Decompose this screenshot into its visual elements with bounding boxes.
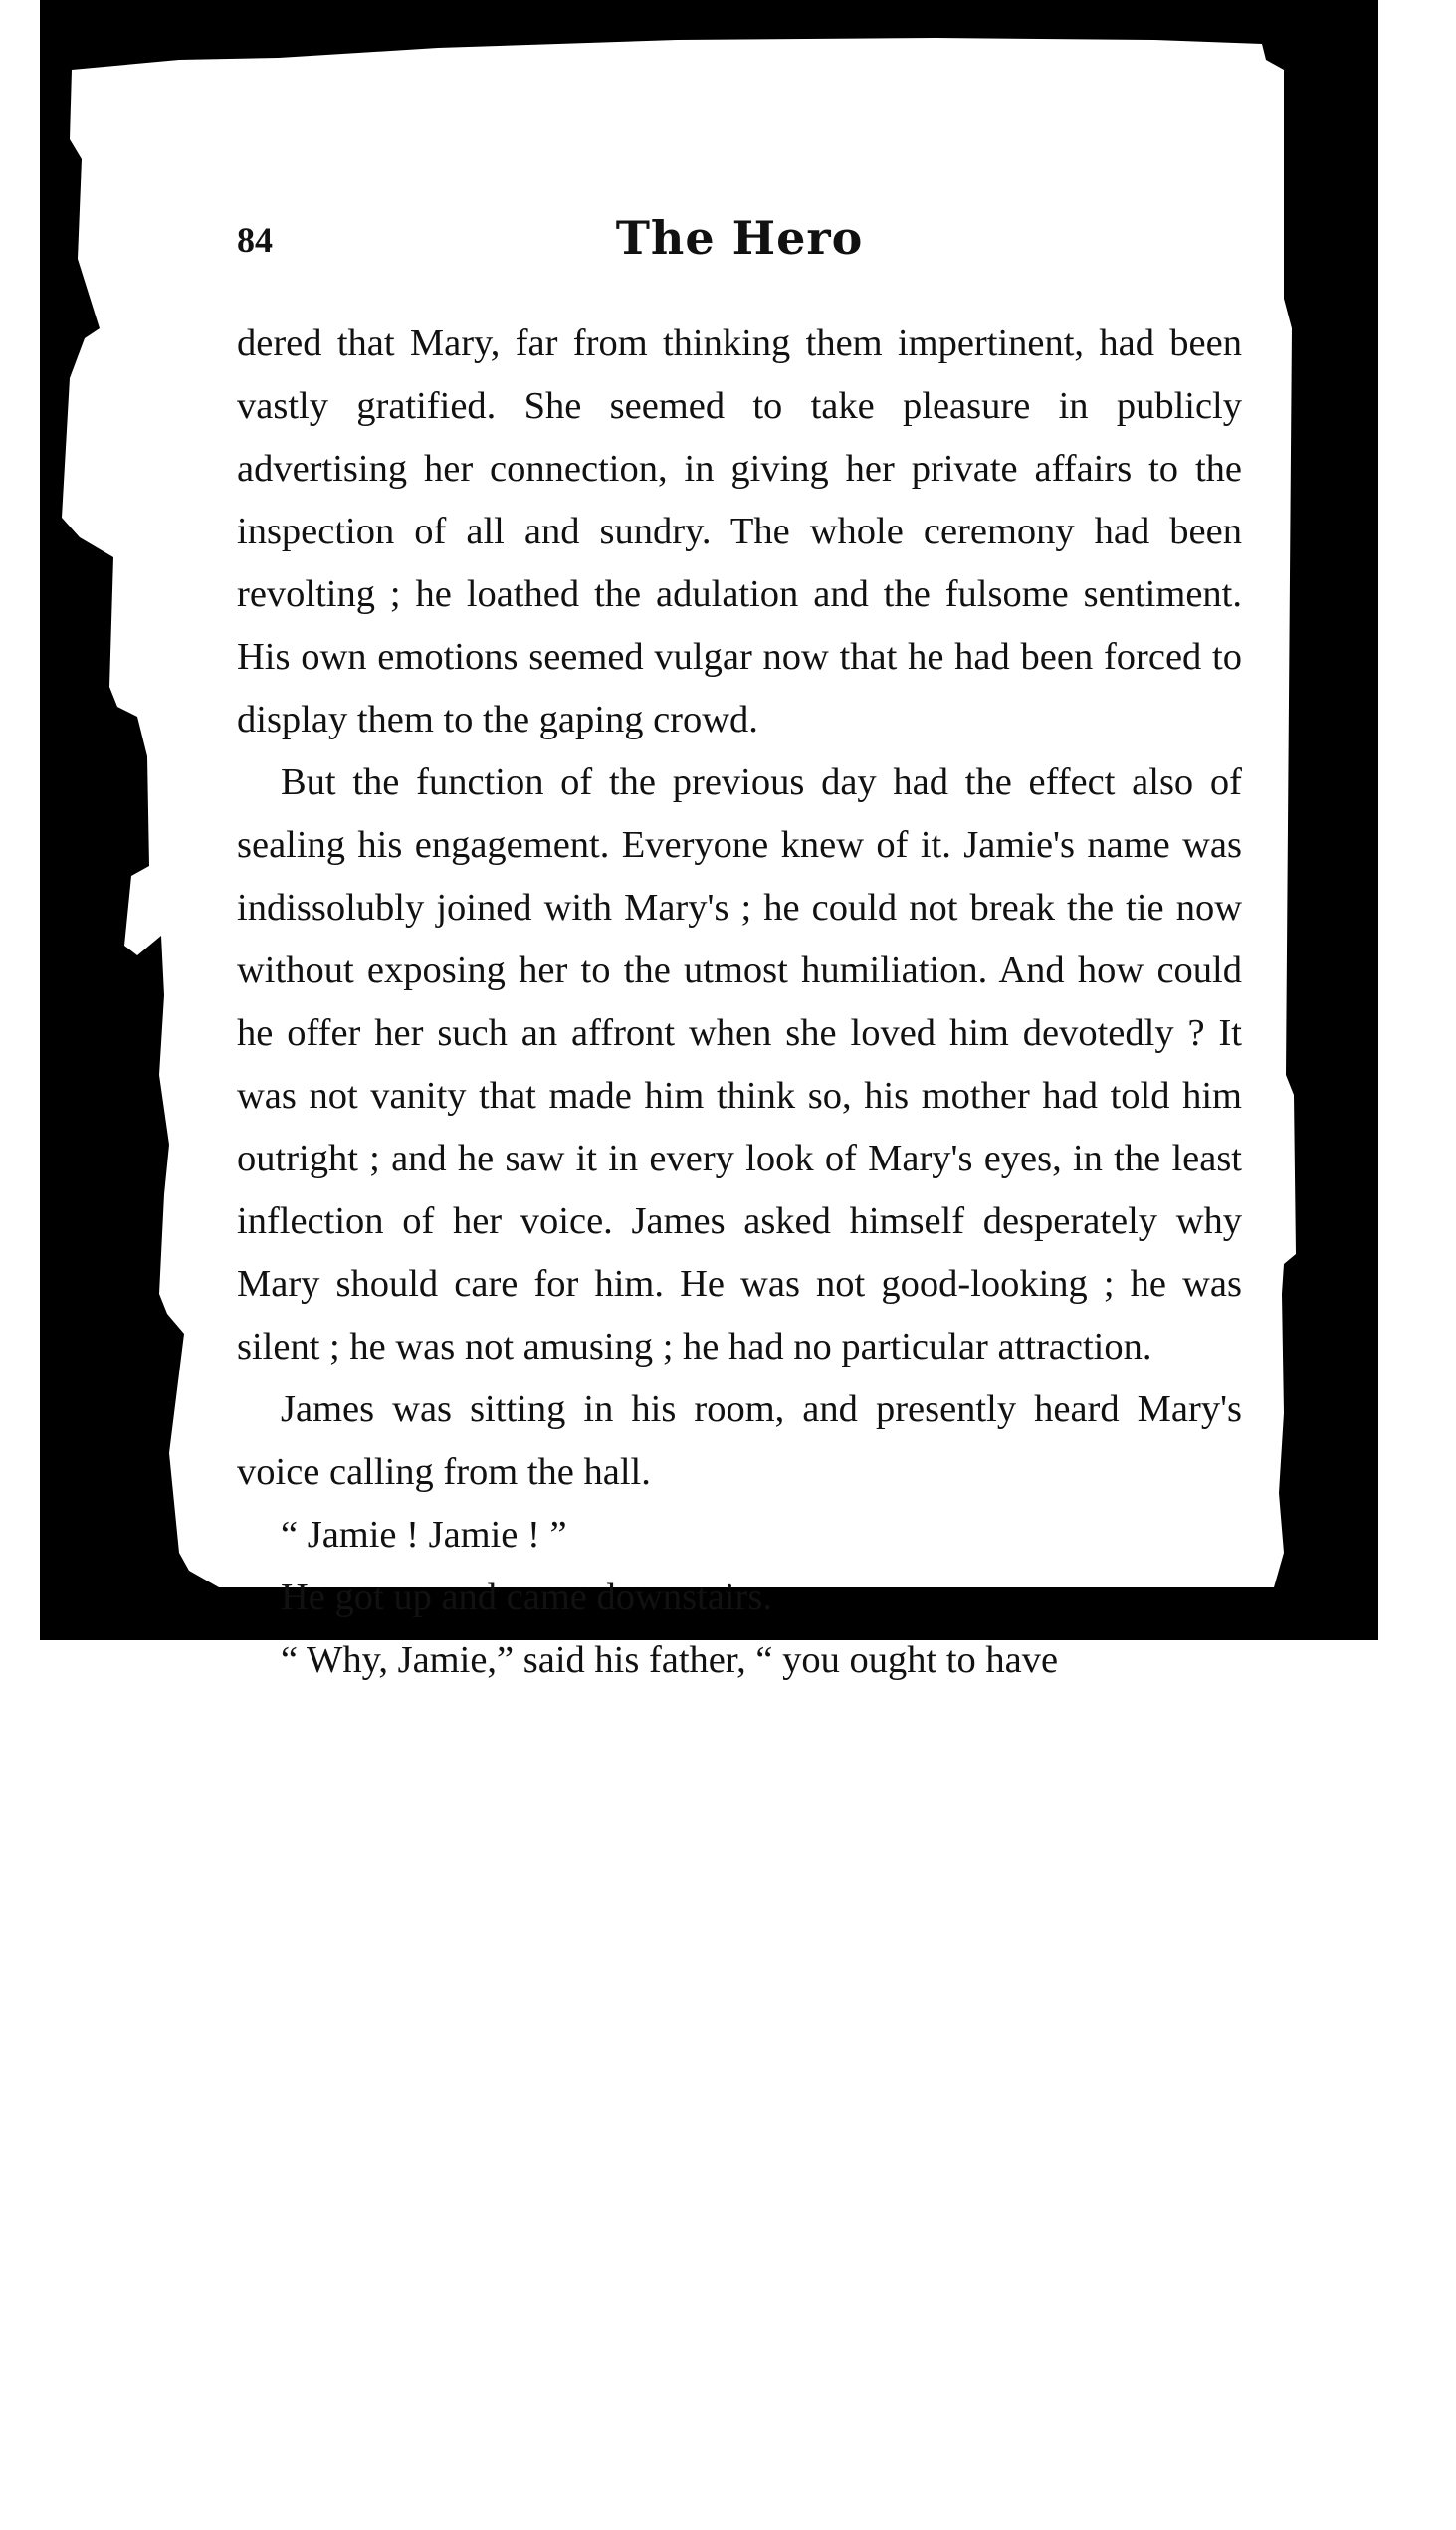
paragraph: But the function of the previous day had the effect also of sealing his engagement. Everyone knew of it. Jamie's name was indissolubly joined with Mary's ; he could not break the tie now without exposing her to the utmost humiliation. And how could he offer her such an affront when she loved him devotedly ? It was not vanity that made him think so, his mother had told him outright ; and he saw it in every look of Mary's eyes, in the least inflection of her voice. James asked himself desperately why Mary should care for him. He was not good-looking ; he was silent ; he was not amusing ; he had no particular attraction. — [237, 761, 1242, 1368]
dialogue-line: “ Why, Jamie,” said his father, “ you ought to have — [281, 1639, 1059, 1681]
dialogue-line: “ Jamie ! Jamie ! ” — [281, 1514, 567, 1556]
page-header — [237, 211, 1242, 271]
page-number: 84 — [237, 220, 273, 260]
running-title: The Hero — [615, 211, 864, 265]
paragraph: James was sitting in his room, and presently heard Mary's voice calling from the hall. — [237, 1388, 1242, 1493]
paragraph: dered that Mary, far from thinking them impertinent, had been vastly gratified. She seemed to take pleasure in publicly advertising her connection, in giving her private affairs to the inspection of all and sundry. The whole ceremony had been revolting ; he loathed the adulation and the fulsome sentiment. His own emotions seemed vulgar now that he had been forced to display them to the gaping crowd. — [237, 322, 1242, 740]
paragraph: He got up and came downstairs. — [281, 1577, 772, 1618]
page-body — [237, 313, 1242, 1692]
